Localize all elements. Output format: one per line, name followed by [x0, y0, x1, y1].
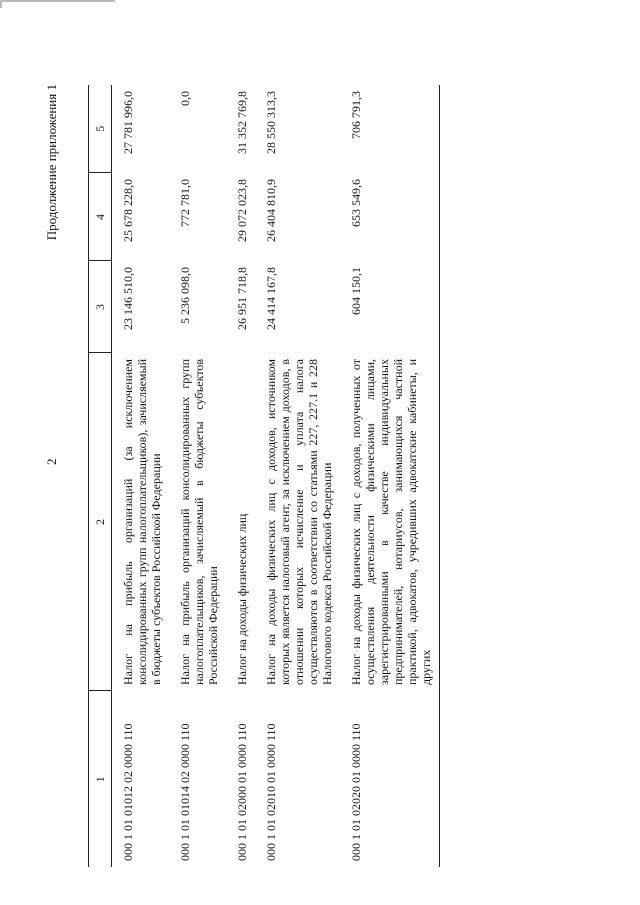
row-name: Налог на доходы физических лиц с доходов, полученных от осуществления деятельности физическими лицами, зарегистрированными в качестве индивидуальных предпринимателей, нотариусов, занимающихся частной практикой, адвокатов, учредивших адвокатские кабинеты, и других: [340, 353, 440, 691]
table-row: [255, 85, 340, 867]
row-code: 000 1 01 02020 01 0000 110: [340, 691, 440, 867]
row-name: Налог на прибыль организаций консолидированных групп налогоплательщиков, зачисляемый в бюджеты субъектов Российской Федерации: [178, 359, 220, 685]
row-code: 000 1 01 02010 01 0000 110: [264, 723, 278, 861]
page-number: 2: [44, 458, 59, 465]
appendix-continuation-note: Продолжение приложения 1: [44, 84, 59, 241]
table-header-row: [89, 85, 112, 867]
table-row: [112, 85, 170, 867]
row-value-col3: 5 236 098,0: [178, 267, 192, 324]
row-name: Налог на доходы физических лиц с доходов, источником которых является налоговый агент, за исключением доходов, в отношении которых исчисление и уплата налога осуществляются в соответствии со статьями 227, 227.1 и 228 Налогового кодекса Российской Федерации: [264, 359, 334, 685]
row-value-col5: 0,0: [178, 91, 192, 106]
header-col-4: 4: [89, 173, 112, 261]
row-value-col4: 772 781,0: [178, 179, 192, 227]
table-row: [226, 85, 255, 867]
row-name: Налог на прибыль организаций (за исключением консолидированных групп налогоплательщиков), зачисляемый в бюджеты субъектов Российской Федерации: [121, 359, 163, 685]
row-value-col3: 604 150,1: [340, 261, 440, 353]
row-value-col4: 29 072 023,8: [235, 179, 249, 242]
row-code: 000 1 01 01014 02 0000 110: [178, 723, 192, 861]
row-name: Налог на доходы физических лиц: [235, 513, 249, 685]
budget-revenue-table: [88, 85, 440, 867]
row-value-col5: 27 781 996,0: [121, 91, 135, 154]
row-value-col4: 26 404 810,9: [264, 179, 278, 242]
row-code: 000 1 01 02000 01 0000 110: [235, 723, 249, 861]
header-col-2: 2: [89, 353, 112, 691]
row-value-col3: 26 951 718,8: [235, 267, 249, 330]
header-col-5: 5: [89, 85, 112, 173]
table-row: [169, 85, 226, 867]
row-value-col5: 28 550 313,3: [264, 91, 278, 154]
row-code: 000 1 01 01012 02 0000 110: [121, 723, 135, 861]
row-value-col3: 24 414 167,8: [264, 267, 278, 330]
row-value-col5: 31 352 769,8: [235, 91, 249, 154]
row-value-col4: 653 549,6: [340, 173, 440, 261]
header-col-3: 3: [89, 261, 112, 353]
header-col-1: 1: [89, 691, 112, 867]
row-value-col5: 706 791,3: [340, 85, 440, 173]
row-value-col4: 25 678 228,0: [121, 179, 135, 242]
row-value-col3: 23 146 510,0: [121, 267, 135, 330]
table-row: [340, 85, 440, 867]
